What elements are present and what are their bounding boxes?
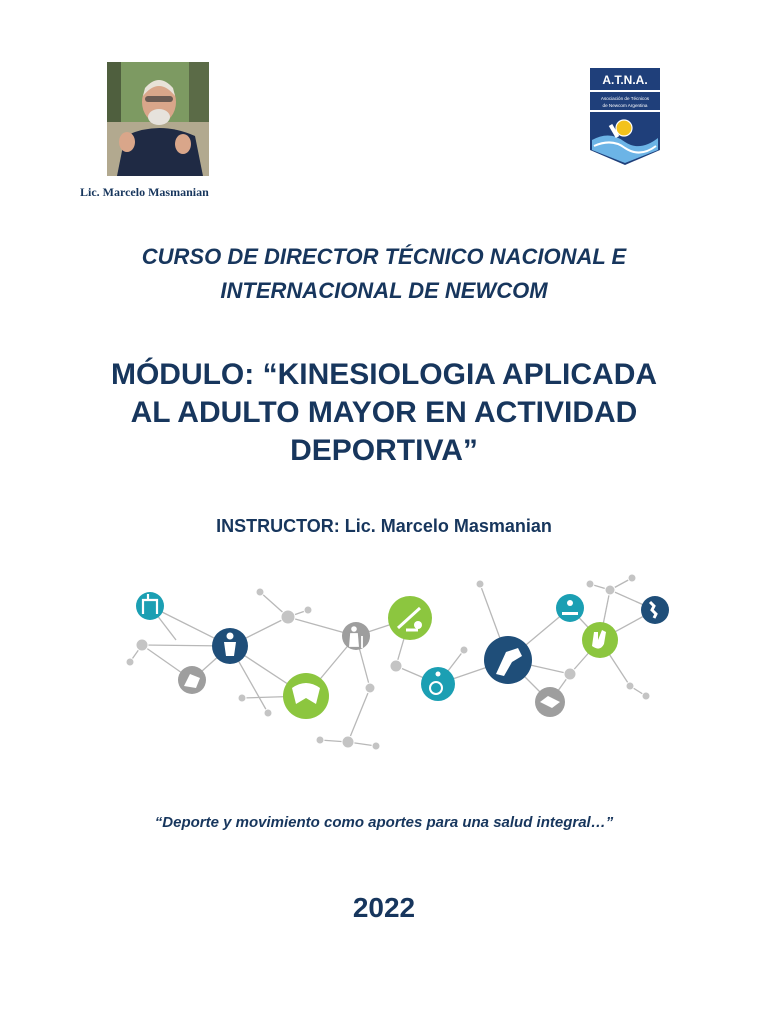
person-icon — [212, 628, 248, 664]
year: 2022 — [352, 892, 416, 923]
logo-subtitle-1: Asociación de Técnicos — [600, 96, 650, 101]
knee-joint-icon — [484, 636, 532, 684]
module-title-line-2: AL ADULTO MAYOR EN ACTIVIDAD — [130, 396, 638, 429]
logo-subtitle-2: de Newcom Argentina — [602, 103, 648, 108]
elderly-cane-icon — [342, 622, 370, 650]
rehab-walker-icon — [136, 592, 164, 620]
massage-icon — [556, 594, 584, 622]
exercise-icon — [388, 596, 432, 640]
module-title-line-1: MÓDULO: “KINESIOLOGIA APLICADA — [110, 358, 658, 391]
instructor-line: INSTRUCTOR: Lic. Marcelo Masmanian — [216, 516, 552, 536]
hand-icon — [582, 622, 618, 658]
course-title — [84, 240, 684, 308]
author-photo — [107, 62, 209, 176]
handshake-icon — [535, 687, 565, 717]
course-title-line-1: CURSO DE DIRECTOR TÉCNICO NACIONAL E — [141, 244, 627, 269]
atna-logo — [590, 68, 660, 166]
wheelchair-icon — [421, 667, 455, 701]
spine-icon — [641, 596, 669, 624]
motto: “Deporte y movimiento como aportes para una salud integral…” — [154, 814, 614, 831]
module-title-line-3: DEPORTIVA” — [290, 434, 478, 467]
logo-acronym: A.T.N.A. — [602, 73, 648, 87]
module-title — [84, 356, 684, 470]
pelvis-icon — [283, 673, 329, 719]
author-caption: Lic. Marcelo Masmanian — [80, 185, 209, 199]
course-title-line-2: INTERNACIONAL DE NEWCOM — [220, 278, 548, 303]
joint-hand-icon — [178, 666, 206, 694]
health-network-illustration — [120, 570, 680, 760]
